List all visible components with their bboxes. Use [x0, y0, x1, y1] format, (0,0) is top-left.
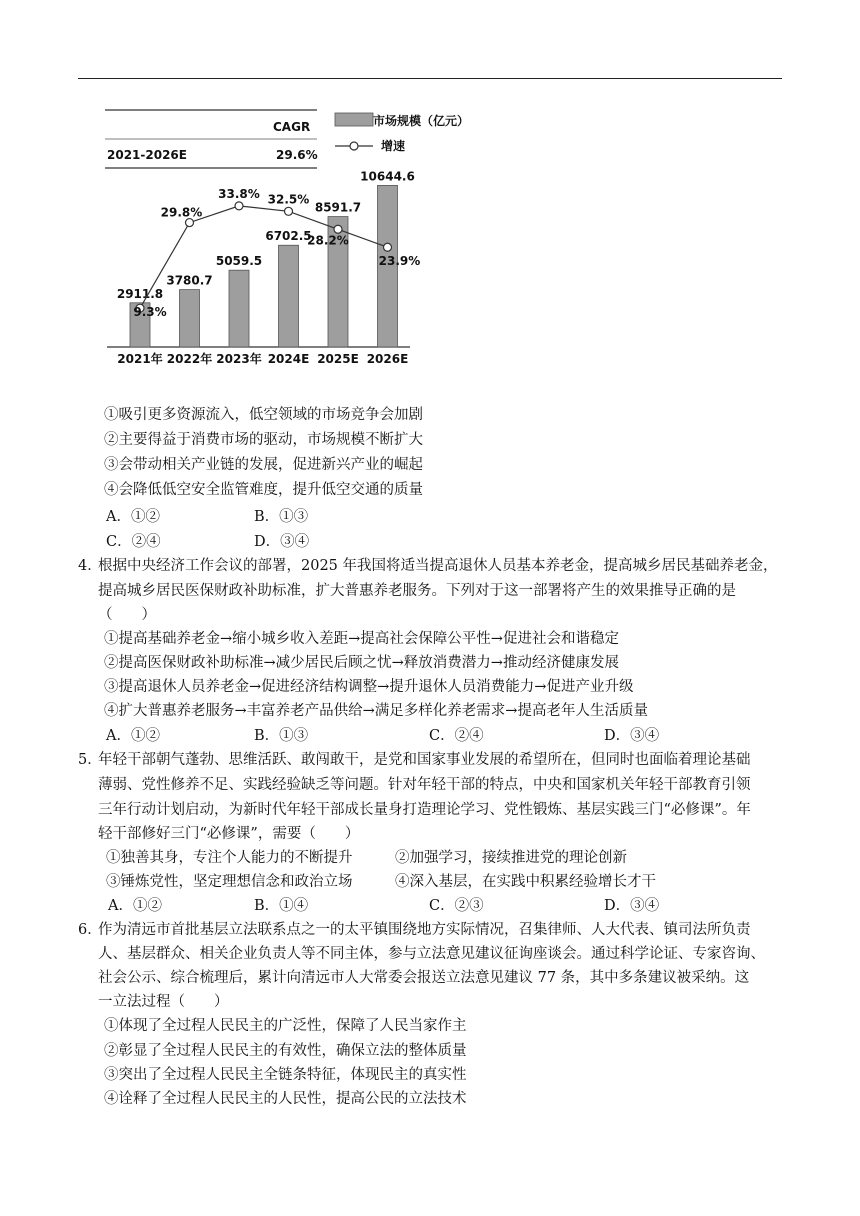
- q4-stem-line-2: 提高城乡居民医保财政补助标准，扩大普惠养老服务。下列对于这一部署将产生的效果推导正确的是: [98, 583, 736, 599]
- q5-item-4: ④深入基层，在实践中积累经验增长才干: [395, 874, 656, 890]
- q4-option-c: C．②④: [429, 728, 484, 744]
- bar-value-label: 2911.8: [116, 286, 164, 301]
- q6-item-3: ③突出了全过程人民民主全链条特征，体现民主的真实性: [104, 1067, 467, 1083]
- q5-item-1: ①独善其身，专注个人能力的不断提升: [106, 850, 353, 866]
- growth-rate-label: 29.8%: [160, 205, 203, 220]
- q4-option-d: D．③④: [604, 728, 660, 744]
- growth-point: [186, 219, 194, 227]
- q4-stem-line-1: 根据中央经济工作会议的部署，2025 年我国将适当提高退休人员基本养老金，提高城乡居民基础养老金，: [98, 558, 778, 574]
- q6-stem-line-4: 一立法过程（ ）: [98, 994, 229, 1010]
- q3-option-d: D．③④: [254, 534, 310, 550]
- q6-stem-line-2: 人、基层群众、相关企业负责人等不同主体，参与立法意见建议征询座谈会。通过科学论证、专家咨询、: [98, 946, 765, 962]
- growth-point: [285, 207, 293, 215]
- q4-number: 4．: [78, 558, 102, 574]
- q4-stem-line-3: （ ）: [98, 607, 156, 623]
- plot-area: [107, 169, 420, 366]
- q4-item-4: ④扩大普惠养老服务→丰富养老产品供给→满足多样化养老需求→提高老年人生活质量: [104, 703, 648, 719]
- q6-item-4: ④诠释了全过程人民民主的人民性，提高公民的立法技术: [104, 1091, 467, 1107]
- x-tick-label: 2022年: [166, 352, 213, 366]
- q6-number: 6．: [78, 922, 102, 938]
- q4-option-a: A．①②: [106, 728, 160, 744]
- q3-item-3: ③会带动相关产业链的发展，促进新兴产业的崛起: [104, 457, 423, 473]
- q6-stem-line-1: 作为清远市首批基层立法联系点之一的太平镇围绕地方实际情况，召集律师、人大代表、镇司法所负责: [98, 922, 751, 938]
- q4-option-b: B．①③: [254, 728, 309, 744]
- q5-item-3: ③锤炼党性，坚定理想信念和政治立场: [106, 874, 353, 890]
- x-tick-label: 2026E: [366, 352, 409, 366]
- chart-legend: [335, 113, 469, 153]
- bar-2024E: [279, 245, 299, 347]
- market-size-chart: [95, 100, 495, 380]
- x-tick-label: 2021年: [117, 352, 163, 366]
- legend-line-label: 增速: [381, 139, 406, 153]
- q5-option-b: B．①④: [254, 898, 309, 914]
- q3-option-a: A．①②: [106, 509, 160, 525]
- q4-item-3: ③提高退休人员养老金→促进经济结构调整→提升退休人员消费能力→促进产业升级: [104, 679, 634, 695]
- growth-rate-label: 28.2%: [307, 233, 349, 248]
- q5-stem-line-3: 三年行动计划启动，为新时代年轻干部成长量身打造理论学习、党性锻炼、基层实践三门“必修课”。年: [98, 802, 751, 818]
- legend-line-marker: [350, 142, 358, 150]
- q6-item-1: ①体现了全过程人民民主的广泛性，保障了人民当家作主: [104, 1018, 467, 1034]
- header-rule: [78, 78, 782, 79]
- cagr-table: [105, 110, 318, 168]
- q6-item-2: ②彰显了全过程人民民主的有效性，确保立法的整体质量: [104, 1043, 467, 1059]
- q3-option-b: B．①③: [254, 509, 309, 525]
- q5-stem-line-4: 轻干部修好三门“必修课”，需要（ ）: [98, 826, 360, 842]
- q6-stem-line-3: 社会公示、综合梳理后，累计向清远市人大常委会报送立法意见建议 77 条，其中多条建议被采纳。这: [98, 970, 750, 986]
- q5-number: 5．: [78, 752, 102, 768]
- growth-rate-label: 23.9%: [378, 254, 421, 269]
- q5-option-d: D．③④: [604, 898, 660, 914]
- bar-value-label: 10644.6: [360, 169, 415, 184]
- x-tick-label: 2025E: [317, 352, 359, 366]
- growth-line: [140, 206, 388, 308]
- bar-value-label: 3780.7: [166, 273, 213, 288]
- growth-rate-label: 33.8%: [218, 186, 260, 201]
- q5-stem-line-2: 薄弱、党性修养不足、实践经验缺乏等问题。针对年轻干部的特点，中央和国家机关年轻干部教育引领: [98, 777, 751, 793]
- cagr-header: CAGR: [273, 120, 311, 134]
- q4-item-2: ②提高医保财政补助标准→减少居民后顾之忧→释放消费潜力→推动经济健康发展: [104, 655, 619, 671]
- bar-value-label: 5059.5: [215, 254, 263, 269]
- growth-rate-label: 32.5%: [267, 192, 310, 207]
- q5-option-a: A．①②: [108, 898, 162, 914]
- q5-stem-line-1: 年轻干部朝气蓬勃、思维活跃、敢闯敢干，是党和国家事业发展的希望所在，但同时也面临着理论基础: [98, 752, 751, 768]
- cagr-value: 29.6%: [276, 148, 318, 162]
- growth-point: [384, 243, 392, 251]
- q3-item-2: ②主要得益于消费市场的驱动，市场规模不断扩大: [104, 432, 423, 448]
- growth-rate-label: 9.3%: [133, 305, 167, 320]
- q3-item-4: ④会降低低空安全监管难度，提升低空交通的质量: [104, 482, 423, 498]
- x-tick-label: 2024E: [267, 352, 310, 366]
- growth-point: [235, 202, 243, 210]
- bar-value-label: 6702.5: [265, 229, 312, 244]
- legend-bar-label: 市场规模（亿元）: [373, 114, 470, 128]
- q5-option-c: C．②③: [429, 898, 484, 914]
- bar-value-label: 8591.7: [314, 200, 362, 215]
- growth-point: [334, 225, 342, 233]
- x-tick-label: 2023年: [216, 352, 262, 366]
- q4-item-1: ①提高基础养老金→缩小城乡收入差距→提高社会保障公平性→促进社会和谐稳定: [104, 631, 619, 647]
- q3-item-1: ①吸引更多资源流入，低空领域的市场竞争会加剧: [104, 407, 423, 423]
- legend-bar-swatch: [335, 113, 373, 126]
- bar-2023年: [229, 270, 249, 347]
- bar-2022年: [180, 290, 200, 347]
- q5-item-2: ②加强学习，接续推进党的理论创新: [395, 850, 627, 866]
- cagr-period: 2021-2026E: [107, 148, 187, 162]
- q3-option-c: C．②④: [106, 534, 161, 550]
